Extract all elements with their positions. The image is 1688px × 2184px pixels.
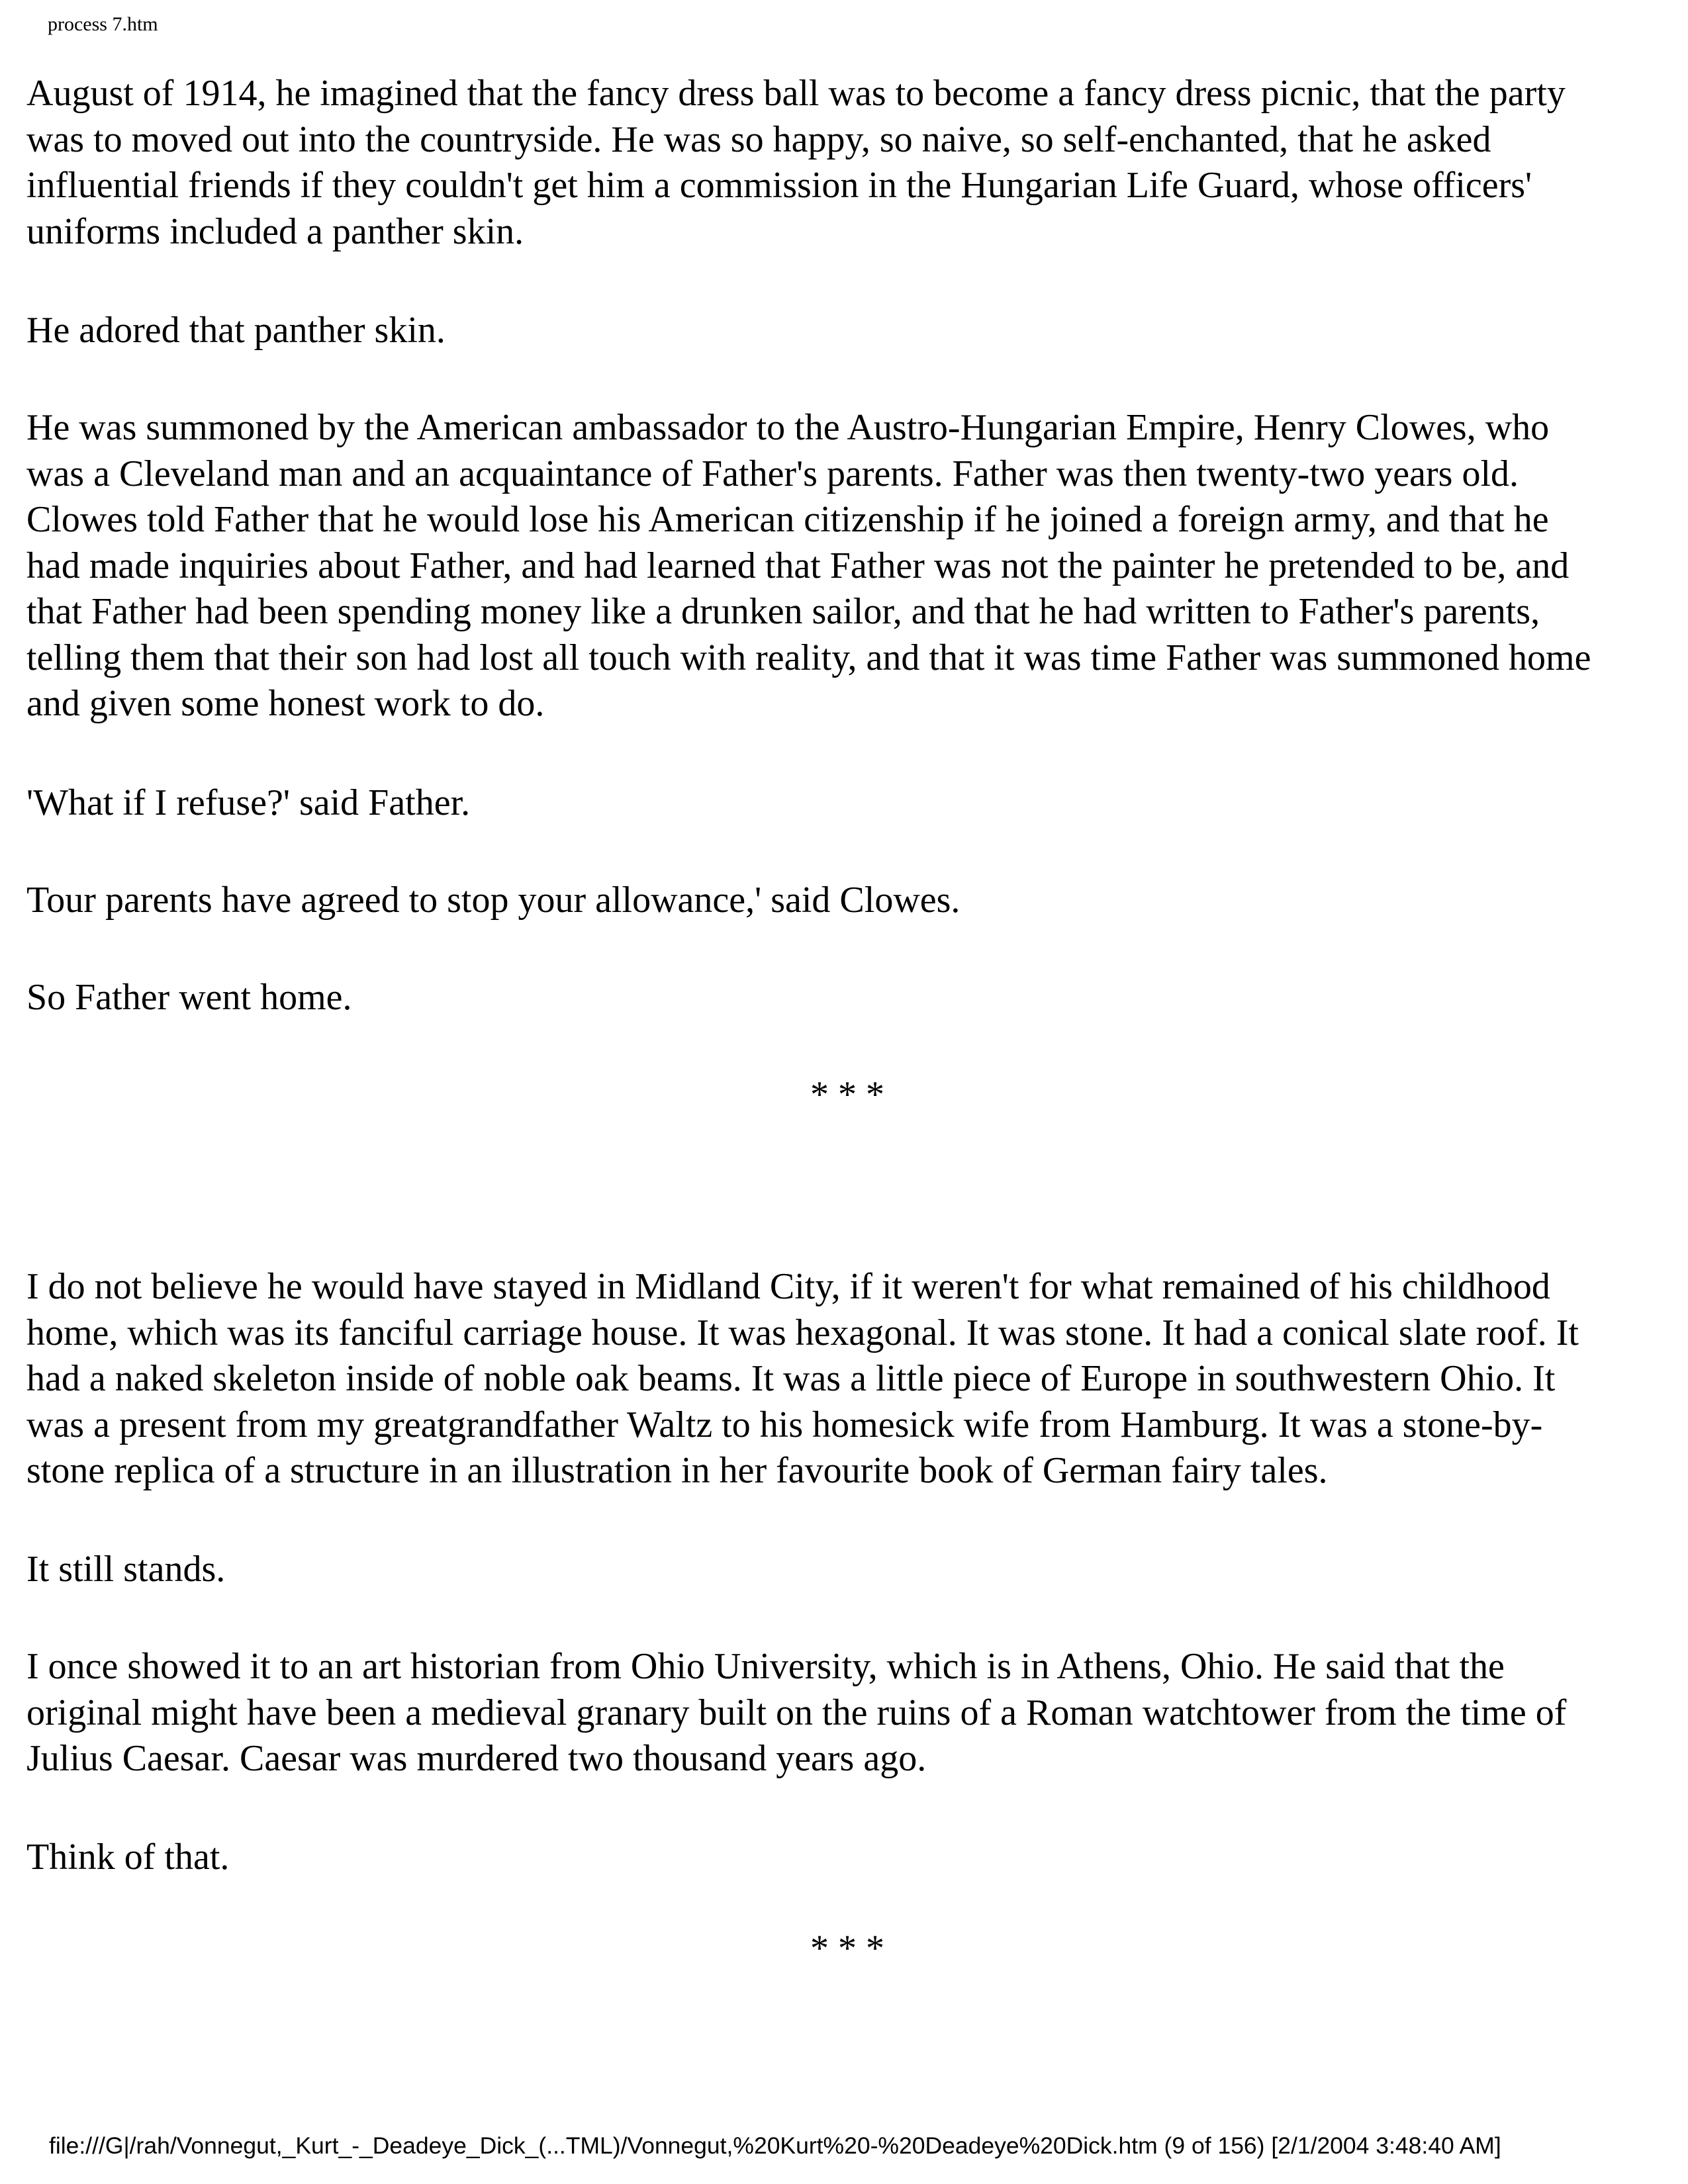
text-line: home, which was its fanciful carriage house. It was hexagonal. It was stone. It had a conical slate roof. It bbox=[26, 1312, 1579, 1353]
section-separator: * * * bbox=[810, 1074, 884, 1115]
text-line: I once showed it to an art historian from Ohio University, which is in Athens, Ohio. He said that the bbox=[26, 1646, 1505, 1687]
text-line: uniforms included a panther skin. bbox=[26, 210, 524, 252]
text-line: So Father went home. bbox=[26, 977, 352, 1018]
paragraph bbox=[26, 1644, 1668, 1782]
text-line: had made inquiries about Father, and had learned that Father was not the painter he pretended to be, and bbox=[26, 545, 1570, 586]
page-header-title: process 7.htm bbox=[48, 13, 158, 35]
text-line: Tour parents have agreed to stop your allowance,' said Clowes. bbox=[26, 880, 961, 921]
paragraph bbox=[26, 308, 1668, 354]
text-line: I do not believe he would have stayed in Midland City, if it weren't for what remained of his childhood bbox=[26, 1266, 1550, 1307]
text-line: had a naked skeleton inside of noble oak beams. It was a little piece of Europe in southwestern Ohio. It bbox=[26, 1358, 1556, 1399]
text-line: Clowes told Father that he would lose his American citizenship if he joined a foreign army, and that he bbox=[26, 499, 1549, 540]
text-line: It still stands. bbox=[26, 1549, 226, 1590]
text-line: was a present from my greatgrandfather Waltz to his homesick wife from Hamburg. It was a stone-by- bbox=[26, 1404, 1543, 1445]
text-line: Julius Caesar. Caesar was murdered two thousand years ago. bbox=[26, 1738, 927, 1779]
text-line: He adored that panther skin. bbox=[26, 310, 445, 351]
text-line: Think of that. bbox=[26, 1837, 230, 1878]
text-line: He was summoned by the American ambassador to the Austro-Hungarian Empire, Henry Clowes, who bbox=[26, 407, 1550, 448]
text-line: 'What if I refuse?' said Father. bbox=[26, 782, 471, 823]
paragraph bbox=[26, 780, 1668, 827]
text-line: was to moved out into the countryside. He was so happy, so naive, so self-enchanted, that he asked bbox=[26, 118, 1491, 160]
text-line: and given some honest work to do. bbox=[26, 683, 545, 724]
page-footer-url: file:///G|/rah/Vonnegut,_Kurt_-_Deadeye_Dick_(...TML)/Vonnegut,%20Kurt%20-%20Deadeye%20Dick.htm (9 of 156) [2/1/2004 3:48:40 AM] bbox=[49, 2132, 1501, 2159]
text-line: August of 1914, he imagined that the fancy dress ball was to become a fancy dress picnic, that the party bbox=[26, 73, 1566, 114]
paragraph bbox=[26, 878, 1668, 924]
text-line: that Father had been spending money like a drunken sailor, and that he had written to Father's parents, bbox=[26, 591, 1540, 632]
paragraph bbox=[26, 1264, 1668, 1494]
text-line: influential friends if they couldn't get him a commission in the Hungarian Life Guard, whose officers' bbox=[26, 165, 1532, 206]
text-line: stone replica of a structure in an illustration in her favourite book of German fairy tales. bbox=[26, 1450, 1328, 1491]
text-line: telling them that their son had lost all touch with reality, and that it was time Father was summoned home bbox=[26, 637, 1591, 678]
paragraph bbox=[26, 1835, 1668, 1881]
paragraph bbox=[26, 975, 1668, 1021]
text-line: original might have been a medieval granary built on the ruins of a Roman watchtower from the time of bbox=[26, 1692, 1567, 1733]
paragraph bbox=[26, 1547, 1668, 1593]
section-separator: * * * bbox=[810, 1928, 884, 1969]
paragraph bbox=[26, 405, 1668, 727]
paragraph bbox=[26, 71, 1668, 255]
text-line: was a Cleveland man and an acquaintance of Father's parents. Father was then twenty-two years old. bbox=[26, 453, 1519, 494]
